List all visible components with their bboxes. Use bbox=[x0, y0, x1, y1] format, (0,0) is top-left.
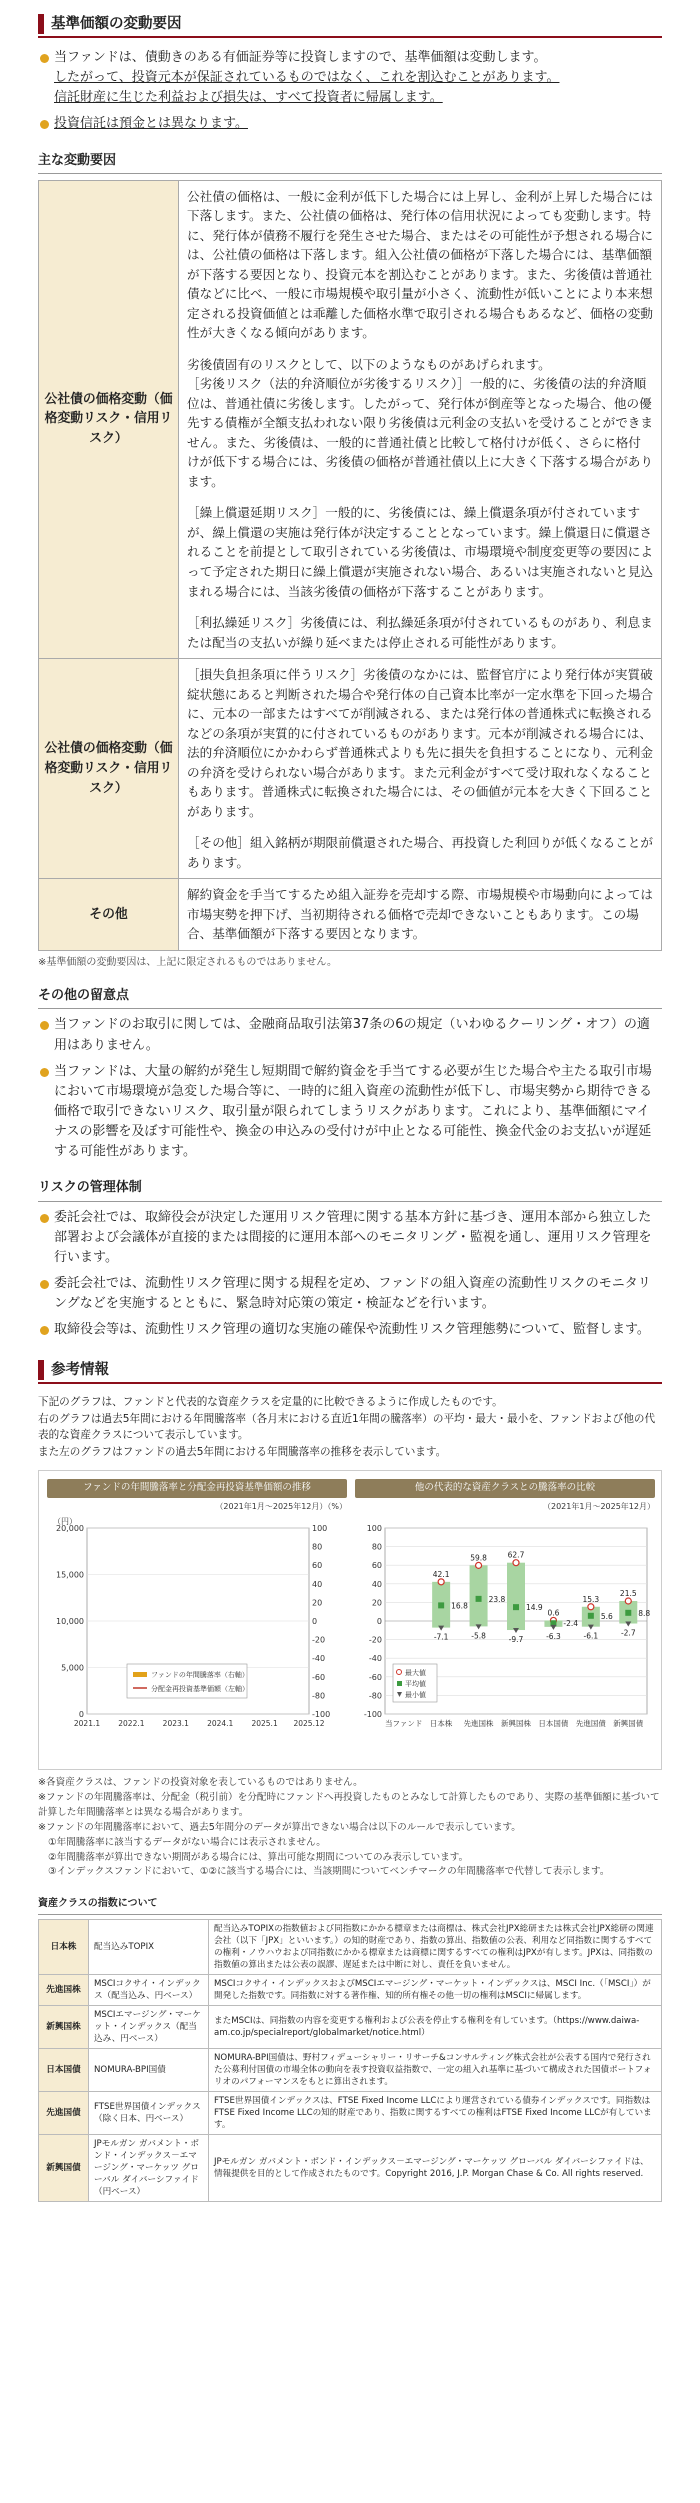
avg-label: 23.8 bbox=[488, 1594, 506, 1604]
legend-marker-avg bbox=[397, 1681, 402, 1686]
y-right-tick: 40 bbox=[312, 1579, 323, 1589]
max-point bbox=[625, 1598, 631, 1604]
risk-para: ［繰上償還延期リスク］一般的に、劣後債には、繰上償還条項が付されていますが、繰上償還の実施は発行体が決定することとなっています。繰上償還日に償還されることを前提として取引されている劣後債は、市場環境や制度変更等の要因によって予定された期日に繰上償還が実施されない場合、あるいは実施されないと見込まれる場合には、当該劣後債の価格が下落することがあります。 bbox=[187, 505, 653, 599]
index-desc: NOMURA-BPI国債は、野村フィデューシャリー・リサーチ&コンサルティング株式会社が公表する国内で発行された公募利付国債の市場全体の動向を表す投資収益指数で、一定の組入れ基準に基づいて構成された国債ポートフォリオのパフォーマンスをもとに算出されます。 bbox=[209, 2049, 662, 2092]
y-tick: 40 bbox=[371, 1579, 382, 1589]
left-chart bbox=[47, 1479, 347, 1761]
y-tick: 0 bbox=[376, 1617, 382, 1627]
right-chart-svg bbox=[355, 1514, 655, 1754]
title-bar bbox=[38, 1360, 44, 1380]
section-title-text: 参考情報 bbox=[51, 1362, 109, 1379]
legend-label: 分配金再投資基準価額（左軸） bbox=[151, 1685, 249, 1694]
avg-point bbox=[625, 1610, 631, 1616]
index-row bbox=[39, 2049, 662, 2092]
y-left-unit: （円） bbox=[53, 1517, 77, 1527]
right-chart bbox=[355, 1479, 655, 1761]
y-tick: 20 bbox=[371, 1598, 382, 1608]
min-label: -9.7 bbox=[508, 1635, 524, 1645]
y-tick: -80 bbox=[368, 1691, 382, 1701]
index-name: 配当込みTOPIX bbox=[89, 1919, 209, 1974]
risk-para: ［損失負担条項に伴うリスク］劣後債のなかには、監督官庁により発行体が実質破綻状態にあると判断された場合や発行体の自己資本比率が一定水準を下回った場合に、元本の一部またはすべてが削減される、または発行体の普通株式に転換されるなどの条項が実質的に付されているものがあります。元本が削減される場合には、法的弁済順位にかかわらず普通株式よりも先に損失を負担することになり、元利金の弁済を受けられない場合があります。また元利金がすべて受け取れなくなることもあります。普通株式に転換された場合には、その価値が元本を大きく下回ることがあります。 bbox=[187, 667, 653, 819]
y-tick: -100 bbox=[363, 1710, 382, 1720]
max-point bbox=[476, 1562, 482, 1568]
index-row bbox=[39, 1974, 662, 2005]
index-desc: またMSCIは、同指数の内容を変更する権利および公表を停止する権利を有しています。（https://www.daiwa-am.co.jp/specialreport/globalmarket/notice.html） bbox=[209, 2005, 662, 2048]
y-tick: 100 bbox=[366, 1524, 382, 1534]
bullet-principal bbox=[38, 48, 662, 108]
bullet-item: 当ファンドは、大量の解約が発生し短期間で解約資金を手当てする必要が生じた場合や主たる取引市場において市場環境が急変した場合等に、一時的に組入資産の流動性が低下し、市場実勢から期待できる価格で取引できないリスク、取引量が限られてしまうリスクがあります。これにより、基準価額にマイナスの影響を及ぼす可能性や、換金の申込みの受付けが中止となる可能性、換金代金のお支払いが遅延する可能性があります。 bbox=[38, 1062, 662, 1163]
y-right-tick: 60 bbox=[312, 1561, 323, 1571]
index-class: 日本国債 bbox=[39, 2049, 89, 2092]
y-left-tick: 15,000 bbox=[56, 1570, 84, 1580]
x-tick: 2024.1 bbox=[207, 1719, 234, 1729]
y-right-tick: -100 bbox=[312, 1710, 331, 1720]
y-tick: 60 bbox=[371, 1561, 382, 1571]
intro-line: また左のグラフはファンドの過去5年間における年間騰落率の推移を表示しています。 bbox=[38, 1445, 447, 1458]
risk-management-title: リスクの管理体制 bbox=[38, 1178, 662, 1201]
footnote: ③インデックスファンドにおいて、①②に該当する場合には、当該期間についてベンチマークの年間騰落率で代替して表示します。 bbox=[48, 1866, 610, 1878]
reference-footnotes bbox=[38, 1776, 662, 1880]
risk-para: ［利払繰延リスク］劣後債には、利払繰延条項が付されているものがあり、利息または配当の支払いが繰り延べまたは停止される可能性があります。 bbox=[187, 615, 653, 650]
max-point bbox=[438, 1579, 444, 1585]
legend-marker-max bbox=[397, 1670, 402, 1675]
risk-label: 公社債の価格変動（価格変動リスク・信用リスク） bbox=[39, 180, 179, 658]
avg-label: -2.4 bbox=[563, 1619, 579, 1629]
x-tick: 2023.1 bbox=[162, 1719, 189, 1729]
index-name: FTSE世界国債インデックス（除く日本、円ベース） bbox=[89, 2092, 209, 2135]
risk-label: その他 bbox=[39, 879, 179, 951]
index-row bbox=[39, 2135, 662, 2202]
avg-label: 5.6 bbox=[600, 1611, 613, 1621]
risk-para: 解約資金を手当てするため組入証券を売却する際、市場規模や市場動向によっては市場実勢を押下げ、当初期待される価格で売却できないこともあります。この場合、基準価額が下落する要因となります。 bbox=[187, 887, 653, 942]
left-chart-title: ファンドの年間騰落率と分配金再投資基準価額の推移 bbox=[47, 1479, 347, 1498]
risk-row bbox=[39, 659, 662, 879]
risk-para: 劣後債固有のリスクとして、以下のようなものがあげられます。 bbox=[187, 356, 551, 372]
bullet-line: したがって、投資元本が保証されているものではなく、これを割込むことがあります。 bbox=[54, 70, 560, 86]
bullet-line: 信託財産に生じた利益および損失は、すべて投資者に帰属します。 bbox=[54, 90, 443, 106]
left-chart-svg bbox=[47, 1514, 347, 1754]
index-title: 資産クラスの指数について bbox=[38, 1896, 662, 1915]
index-class: 新興国債 bbox=[39, 2135, 89, 2202]
legend-swatch-bar bbox=[133, 1672, 147, 1677]
risk-body bbox=[179, 659, 662, 879]
legend bbox=[393, 1664, 437, 1702]
reference-intro bbox=[38, 1394, 662, 1460]
y-right-tick: 100 bbox=[312, 1524, 328, 1534]
risk-management-bullets bbox=[38, 1208, 662, 1341]
footnote: ①年間騰落率に該当するデータがない場合には表示されません。 bbox=[48, 1836, 326, 1848]
range-bar bbox=[507, 1563, 525, 1630]
min-label: -2.7 bbox=[620, 1628, 636, 1638]
right-chart-period: （2021年1月～2025年12月） bbox=[543, 1501, 655, 1511]
y-tick: -60 bbox=[368, 1672, 382, 1682]
y-tick: -20 bbox=[368, 1635, 382, 1645]
y-right-tick: 20 bbox=[312, 1598, 323, 1608]
bullet-item: 当ファンドのお取引に関しては、金融商品取引法第37条の6の規定（いわゆるクーリング・オフ）の適用はありません。 bbox=[38, 1015, 662, 1055]
legend-label: ファンドの年間騰落率（右軸） bbox=[151, 1671, 249, 1680]
y-left-tick: 5,000 bbox=[61, 1663, 84, 1673]
avg-point bbox=[438, 1602, 444, 1608]
avg-point bbox=[588, 1613, 594, 1619]
index-class: 先進国債 bbox=[39, 2092, 89, 2135]
x-tick: 2025.12 bbox=[293, 1719, 325, 1729]
risk-para: ［その他］組入銘柄が期限前償還された場合、再投資した利回りが低くなることがあります。 bbox=[187, 835, 653, 870]
risk-label: 公社債の価格変動（価格変動リスク・信用リスク） bbox=[39, 659, 179, 879]
y-right-tick: -40 bbox=[312, 1654, 326, 1664]
section-title-text: 基準価額の変動要因 bbox=[51, 15, 182, 32]
max-point bbox=[588, 1604, 594, 1610]
x-tick: 2021.1 bbox=[73, 1719, 101, 1729]
min-label: -6.1 bbox=[583, 1631, 599, 1641]
bullet-item: 取締役会等は、流動性リスク管理の適切な実施の確保や流動性リスク管理態勢について、監督します。 bbox=[38, 1320, 662, 1340]
legend-label: 最大値 bbox=[405, 1669, 426, 1678]
footnote: ※ファンドの年間騰落率は、分配金（税引前）を分配時にファンドへ再投資したものとみなして計算したものであり、実際の基準価額に基づいて計算した年間騰落率とは異なる場合があります。 bbox=[38, 1792, 660, 1818]
legend-label: 平均値 bbox=[405, 1680, 426, 1689]
x-tick: 新興国株 bbox=[501, 1719, 531, 1729]
x-tick: 2022.1 bbox=[118, 1719, 145, 1729]
max-label: 42.1 bbox=[432, 1569, 450, 1579]
legend-label: 最小値 bbox=[405, 1691, 426, 1700]
max-label: 62.7 bbox=[507, 1550, 525, 1560]
index-desc: MSCIコクサイ・インデックスおよびMSCIエマージング・マーケット・インデックスは、MSCI Inc.（「MSCI」）が開発した指数です。同指数に対する著作権、知的所有権その他一切の権利はMSCIに帰属します。 bbox=[209, 1974, 662, 2005]
x-tick: 先進国債 bbox=[575, 1719, 606, 1729]
y-left-tick: 0 bbox=[78, 1710, 84, 1720]
intro-line: 右のグラフは過去5年間における年間騰落率（各月末における直近1年間の騰落率）の平均・最大・最小を、ファンドおよび他の代表的な資産クラスについて表示しています。 bbox=[38, 1412, 656, 1442]
index-class: 先進国株 bbox=[39, 1974, 89, 2005]
bullet-line: 当ファンドは、債動きのある有価証券等に投資しますので、基準価額は変動します。 bbox=[54, 50, 547, 65]
index-name: MSCIエマージング・マーケット・インデックス（配当込み、円ベース） bbox=[89, 2005, 209, 2048]
avg-label: 14.9 bbox=[526, 1603, 543, 1613]
x-tick: 当ファンド bbox=[385, 1719, 423, 1729]
index-row bbox=[39, 2092, 662, 2135]
section-title-reference bbox=[38, 1358, 662, 1384]
risk-row bbox=[39, 879, 662, 951]
legend bbox=[127, 1664, 249, 1698]
avg-label: 8.8 bbox=[638, 1608, 651, 1618]
other-notes-bullets bbox=[38, 1015, 662, 1162]
y-tick: 80 bbox=[371, 1542, 382, 1552]
risk-body bbox=[179, 180, 662, 658]
risk-para: ［劣後リスク（法的弁済順位が劣後するリスク）］一般的に、劣後債の法的弁済順位は、普通社債に劣後します。したがって、発行体が倒産等となった場合、他の優先する債権が全額支払われない限り劣後債は元利金の支払いを受けることができません。また、劣後債は、一般的に普通社債と比較して格付けが低く、さらに格付けが低下する場合には、劣後債の価格が普通社債以上に大きく下落する場合があります。 bbox=[187, 376, 653, 489]
index-class: 新興国株 bbox=[39, 2005, 89, 2048]
avg-point bbox=[476, 1596, 482, 1602]
index-table bbox=[38, 1919, 662, 2203]
x-tick: 日本国債 bbox=[538, 1719, 569, 1729]
y-right-tick: 0 bbox=[312, 1617, 318, 1627]
risk-row bbox=[39, 180, 662, 658]
index-row bbox=[39, 1919, 662, 1974]
max-label: 15.3 bbox=[582, 1594, 600, 1604]
left-chart-period: （2021年1月～2025年12月）（%） bbox=[215, 1501, 347, 1511]
y-right-tick: 80 bbox=[312, 1542, 323, 1552]
index-name: JPモルガン ガバメント・ボンド・インデックス－エマージング・マーケッツ グローバル ダイバーシファイド（円ベース） bbox=[89, 2135, 209, 2202]
main-factors-title: 主な変動要因 bbox=[38, 151, 662, 174]
max-label: 21.5 bbox=[619, 1589, 637, 1599]
y-right-tick: -20 bbox=[312, 1635, 326, 1645]
min-label: -7.1 bbox=[433, 1632, 449, 1642]
x-tick: 先進国株 bbox=[463, 1719, 494, 1729]
index-desc: FTSE世界国債インデックスは、FTSE Fixed Income LLCにより運営されている債券インデックスです。同指数はFTSE Fixed Income LLCの知的財産であり、指数に関するすべての権利はFTSE Fixed Income LLCが有しています。 bbox=[209, 2092, 662, 2135]
risk-table bbox=[38, 180, 662, 951]
footnote: ※各資産クラスは、ファンドの投資対象を表しているものではありません。 bbox=[38, 1777, 363, 1789]
min-label: -5.8 bbox=[471, 1631, 486, 1641]
x-tick: 日本株 bbox=[429, 1719, 453, 1729]
section-title-risk-factors bbox=[38, 12, 662, 38]
other-notes-title: その他の留意点 bbox=[38, 986, 662, 1009]
index-name: NOMURA-BPI国債 bbox=[89, 2049, 209, 2092]
risk-body bbox=[179, 879, 662, 951]
max-point bbox=[513, 1560, 519, 1566]
bullet-item: 委託会社では、取締役会が決定した運用リスク管理に関する基本方針に基づき、運用本部から独立した部署および会議体が直接的または間接的に運用本部へのモニタリング・監視を通し、運用リスク管理を行います。 bbox=[38, 1208, 662, 1268]
y-tick: -40 bbox=[368, 1654, 382, 1664]
index-desc: 配当込みTOPIXの指数値および同指数にかかる標章または商標は、株式会社JPX総研または株式会社JPX総研の関連会社（以下「JPX」といいます。）の知的財産であり、指数の算出、指数値の公表、利用など同指数に関するすべての権利・ノウハウおよび同指数にかかる標章または商標に関するすべての権利はJPXが有します。JPXは、同指数の指数値の算出または公表の誤謬、遅延または中断に対し、責任を負いません。 bbox=[209, 1919, 662, 1974]
charts-panel bbox=[38, 1470, 662, 1770]
right-chart-title: 他の代表的な資産クラスとの騰落率の比較 bbox=[355, 1479, 655, 1498]
title-bar bbox=[38, 14, 44, 34]
risk-para: 公社債の価格は、一般に金利が低下した場合には上昇し、金利が上昇した場合には下落します。また、公社債の価格は、発行体の信用状況によっても変動します。特に、発行体が債務不履行を発生させた場合、またはその可能性が予想される場合には、公社債の価格は下落します。組入公社債の価格が下落した場合には、基準価額が下落する要因となり、投資元本を割込むことがあります。また、劣後債は普通社債などに比べ、一般に市場規模や取引量が小さく、流動性が低いことにより本来想定される投資価値とは乖離した価格水準で取引される場合もあるなど、価格の変動性が大きくなる傾向があります。 bbox=[187, 188, 653, 341]
intro-line: 下記のグラフは、ファンドと代表的な資産クラスを定量的に比較できるように作成したものです。 bbox=[38, 1396, 503, 1409]
principal-bullets bbox=[38, 48, 662, 135]
footnote: ②年間騰落率が算出できない期間がある場合には、算出可能な期間についてのみ表示しています。 bbox=[48, 1851, 469, 1863]
risk-note: ※基準価額の変動要因は、上記に限定されるものではありません。 bbox=[38, 956, 337, 968]
avg-label: 16.8 bbox=[451, 1601, 468, 1611]
bullet-item: 委託会社では、流動性リスク管理に関する規程を定め、ファンドの組入資産の流動性リスクのモニタリングなどを実施するとともに、緊急時対応策の策定・検証などを行います。 bbox=[38, 1274, 662, 1314]
y-right-tick: -60 bbox=[312, 1672, 326, 1682]
index-name: MSCIコクサイ・インデックス（配当込み、円ベース） bbox=[89, 1974, 209, 2005]
index-row bbox=[39, 2005, 662, 2048]
index-class: 日本株 bbox=[39, 1919, 89, 1974]
y-right-tick: -80 bbox=[312, 1691, 326, 1701]
bullet-line: 投資信託は預金とは異なります。 bbox=[54, 116, 248, 132]
bullet-deposit bbox=[38, 114, 662, 134]
footnote: ※ファンドの年間騰落率において、過去5年間分のデータが算出できない場合は以下のルールで表示しています。 bbox=[38, 1821, 521, 1833]
y-left-tick: 10,000 bbox=[56, 1617, 84, 1627]
max-label: 59.8 bbox=[470, 1553, 487, 1563]
max-label: 0.6 bbox=[547, 1608, 560, 1618]
index-desc: JPモルガン ガバメント・ボンド・インデックス－エマージング・マーケッツ グローバル ダイバーシファイドは、情報提供を目的として作成されたものです。Copyright 2016, J.P. Morgan Chase & Co. All rights reserved. bbox=[209, 2135, 662, 2202]
x-tick: 2025.1 bbox=[251, 1719, 278, 1729]
min-label: -6.3 bbox=[546, 1631, 561, 1641]
x-tick: 新興国債 bbox=[613, 1719, 644, 1729]
avg-point bbox=[513, 1604, 519, 1610]
y-left-tick: 20,000 bbox=[56, 1524, 84, 1534]
